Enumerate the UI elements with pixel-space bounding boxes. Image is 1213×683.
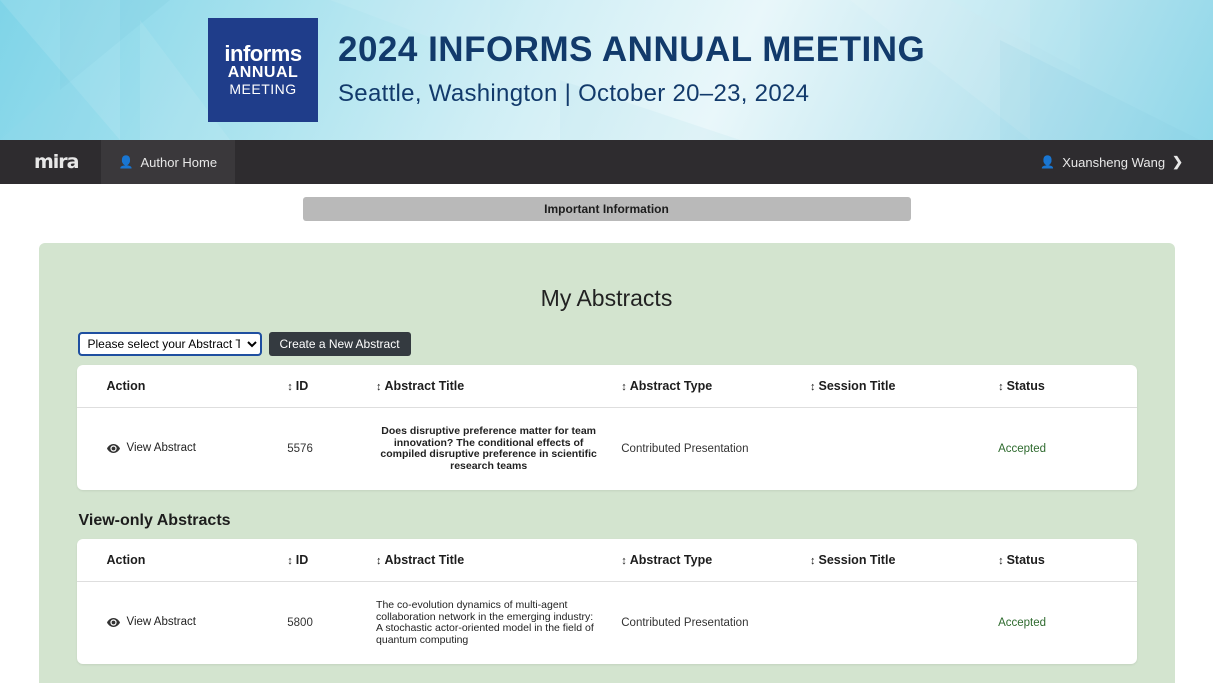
abstract-title-text: Does disruptive preference matter for team innovation? The conditional effects of compiled disruptive preference in scientific research teams [380,425,597,472]
user-name-label: Xuansheng Wang [1062,154,1166,170]
event-banner [0,0,1213,140]
abstract-type-select[interactable] [79,333,261,355]
col-header-session-title[interactable] [800,539,988,582]
cell-status [988,582,1136,665]
view-abstract-label: View Abstract [126,442,196,455]
my-abstracts-table [77,365,1137,490]
main-navbar [0,140,1213,184]
col-header-abstract-type[interactable] [611,365,800,408]
col-header-status[interactable] [988,539,1136,582]
table-header-row [77,539,1137,582]
abstract-title-text: The co-evolution dynamics of multi-agent collaboration network in the emerging industry: A stochastic actor-oriented model in the field of quantum computing [376,599,594,646]
cell-action [77,582,278,665]
nav-item-author-home-label: Author Home [140,154,218,170]
sort-icon: ↕ [621,555,627,567]
abstract-controls [77,332,1137,356]
col-header-action-label: Action [106,379,146,393]
cell-session-title [800,408,988,491]
status-badge: Accepted [998,443,1047,455]
cell-id: 5576 [287,443,313,455]
sort-icon: ↕ [998,381,1004,393]
col-header-action[interactable] [77,539,278,582]
col-header-abstract-type-label: Abstract Type [629,379,713,393]
col-header-session-title[interactable] [800,365,988,408]
user-menu[interactable] [1040,154,1213,170]
view-only-table-body [77,582,1137,665]
col-header-action-label: Action [106,553,146,567]
sort-icon: ↕ [376,381,382,393]
col-header-id-label: ID [295,379,309,393]
col-header-status-label: Status [1006,379,1045,393]
page-title: My Abstracts [540,285,673,311]
table-row [77,408,1137,491]
sort-icon: ↕ [287,555,293,567]
my-abstracts-table-card [77,365,1137,490]
cell-abstract-type: Contributed Presentation [621,617,749,629]
view-only-abstracts-table-card [77,539,1137,664]
informs-logo [208,18,318,122]
view-only-abstracts-heading: View-only Abstracts [78,512,231,529]
important-information-bar[interactable] [303,197,911,221]
cell-action [77,408,278,491]
banner-title: 2024 INFORMS ANNUAL MEETING [338,30,926,69]
cell-abstract-title [366,408,611,491]
eye-icon [107,618,120,627]
important-information-label: Important Information [544,202,669,216]
view-abstract-link[interactable] [107,442,196,454]
view-only-table-head [77,539,1137,582]
nav-item-author-home[interactable] [101,140,236,184]
sort-icon: ↕ [810,381,816,393]
sort-icon: ↕ [810,555,816,567]
user-avatar-icon: 👤 [1040,155,1056,169]
col-header-abstract-type[interactable] [611,539,800,582]
sort-icon: ↕ [621,381,627,393]
col-header-abstract-type-label: Abstract Type [629,553,713,567]
col-header-id[interactable] [277,539,366,582]
col-header-abstract-title[interactable] [366,365,611,408]
col-header-session-title-label: Session Title [818,553,896,567]
col-header-status-label: Status [1006,553,1045,567]
cell-abstract-title [366,582,611,665]
col-header-status[interactable] [988,365,1136,408]
view-only-abstracts-table [77,539,1137,664]
sort-icon: ↕ [998,555,1004,567]
my-abstracts-panel [39,243,1175,683]
chevron-right-icon: ❯ [1172,154,1183,169]
logo-line-annual: ANNUAL [227,64,299,81]
banner-subtitle: Seattle, Washington | October 20–23, 2024 [338,80,810,107]
my-abstracts-table-head [77,365,1137,408]
important-information-wrap [0,184,1213,221]
mira-brand[interactable]: mira [34,151,79,173]
table-row [77,582,1137,665]
sort-icon: ↕ [287,381,293,393]
view-abstract-link[interactable] [107,616,196,628]
view-abstract-label: View Abstract [126,616,196,629]
eye-icon [107,444,120,453]
cell-session-title [800,582,988,665]
create-new-abstract-button[interactable]: Create a New Abstract [269,332,411,356]
col-header-abstract-title[interactable] [366,539,611,582]
cell-id: 5800 [287,617,313,629]
col-header-action[interactable] [77,365,278,408]
logo-line-meeting: MEETING [229,81,297,97]
user-icon: 👤 [118,155,134,169]
logo-line-informs: informs [224,41,302,66]
col-header-abstract-title-label: Abstract Title [384,379,465,393]
col-header-id[interactable] [277,365,366,408]
cell-status [988,408,1136,491]
status-badge: Accepted [998,617,1047,629]
col-header-id-label: ID [295,553,309,567]
table-header-row [77,365,1137,408]
cell-abstract-type: Contributed Presentation [621,443,749,455]
my-abstracts-table-body [77,408,1137,491]
col-header-session-title-label: Session Title [818,379,896,393]
sort-icon: ↕ [376,555,382,567]
col-header-abstract-title-label: Abstract Title [384,553,465,567]
banner-facets [0,0,1213,140]
